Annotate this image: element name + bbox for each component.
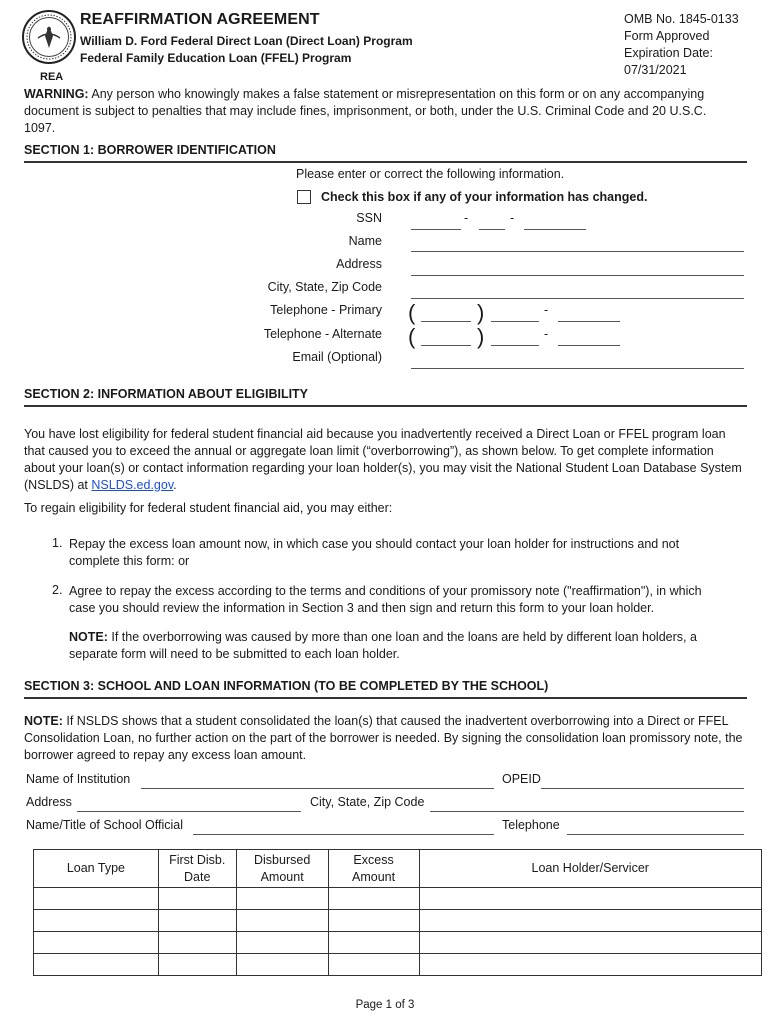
info-changed-checkbox[interactable] — [297, 190, 311, 204]
phone-primary-open-paren: ( — [408, 300, 416, 325]
address-label: Address — [336, 257, 382, 271]
section2-note — [69, 629, 729, 663]
phone-primary-prefix[interactable] — [491, 321, 539, 322]
ssn-field-part1[interactable] — [411, 229, 461, 230]
department-seal-icon — [22, 10, 76, 64]
excess-header-line2: Amount — [352, 869, 396, 884]
school-address-field[interactable] — [77, 811, 301, 812]
ssn-dash2: - — [510, 211, 515, 225]
program-subtitle-direct-loan: William D. Ford Federal Direct Loan (Direct Loan) Program — [80, 34, 413, 48]
table-cell[interactable] — [328, 888, 419, 910]
section2-rule — [24, 405, 747, 407]
section1-heading: SECTION 1: BORROWER IDENTIFICATION — [24, 143, 276, 157]
table-cell[interactable] — [34, 888, 159, 910]
table-cell[interactable] — [328, 910, 419, 932]
section2-note-label: NOTE: — [69, 630, 108, 644]
table-cell[interactable] — [328, 954, 419, 976]
table-row — [34, 888, 762, 910]
phone-alternate-area-code[interactable] — [421, 345, 471, 346]
table-cell[interactable] — [34, 932, 159, 954]
section3-heading: SECTION 3: SCHOOL AND LOAN INFORMATION (TO BE COMPLETED BY THE SCHOOL) — [24, 679, 549, 693]
table-row — [34, 932, 762, 954]
section2-heading: SECTION 2: INFORMATION ABOUT ELIGIBILITY — [24, 387, 309, 401]
section3-note-label: NOTE: — [24, 714, 63, 728]
ssn-field-part2[interactable] — [479, 229, 505, 230]
table-row — [34, 910, 762, 932]
form-title: REAFFIRMATION AGREEMENT — [80, 11, 320, 28]
first-disb-header-line1: First Disb. — [169, 852, 226, 867]
page-number: Page 1 of 3 — [355, 999, 415, 1011]
phone-alternate-label: Telephone - Alternate — [263, 327, 382, 341]
ssn-dash1: - — [464, 211, 469, 225]
loan-table — [33, 849, 762, 976]
phone-alternate-prefix[interactable] — [491, 345, 539, 346]
table-cell[interactable] — [158, 888, 236, 910]
table-cell[interactable] — [158, 932, 236, 954]
table-cell[interactable] — [236, 888, 328, 910]
name-label: Name — [348, 234, 382, 248]
opeid-label: OPEID — [502, 772, 541, 786]
program-subtitle-ffel: Federal Family Education Loan (FFEL) Program — [80, 51, 352, 65]
table-cell[interactable] — [236, 910, 328, 932]
expiration-date: 07/31/2021 — [624, 63, 687, 77]
expiration-label: Expiration Date: — [624, 46, 713, 60]
table-cell[interactable] — [328, 932, 419, 954]
disbursed-amount-header — [236, 850, 328, 888]
section3-rule — [24, 697, 747, 699]
ssn-label: SSN — [356, 211, 382, 225]
phone-primary-label: Telephone - Primary — [270, 303, 382, 317]
excess-amount-header — [328, 850, 419, 888]
email-field[interactable] — [411, 368, 744, 369]
excess-header-line1: Excess — [353, 852, 394, 867]
warning-paragraph — [24, 86, 724, 137]
first-disb-date-header — [158, 850, 236, 888]
loan-holder-header: Loan Holder/Servicer — [419, 850, 762, 888]
table-row — [34, 954, 762, 976]
section1-instruction: Please enter or correct the following information. — [296, 167, 565, 181]
section3-note-text: If NSLDS shows that a student consolidated the loan(s) that caused the inadvertent overborrowing into a Direct or FFEL Consolidation Loan, no further action on the part of the borrower is needed. By signing the consolidation loan promissory note, the borrower agreed to repay any excess loan amount. — [24, 714, 743, 762]
phone-alternate-line-number[interactable] — [558, 345, 620, 346]
table-cell[interactable] — [158, 954, 236, 976]
warning-label: WARNING: — [24, 87, 89, 101]
section1-rule — [24, 161, 747, 163]
loan-table-header-row — [34, 850, 762, 888]
option2-text: Agree to repay the excess according to the terms and conditions of your promissory note ("reaffirmation"), in which case you should review the information in Section 3 and then sign and return this form to your loan holder. — [69, 584, 702, 615]
table-cell[interactable] — [419, 910, 762, 932]
phone-primary-area-code[interactable] — [421, 321, 471, 322]
city-state-zip-field[interactable] — [411, 298, 744, 299]
institution-label: Name of Institution — [26, 772, 131, 786]
city-state-zip-label: City, State, Zip Code — [267, 280, 382, 294]
table-cell[interactable] — [34, 910, 159, 932]
option2-number: 2. — [52, 583, 63, 597]
first-disb-header-line2: Date — [184, 869, 211, 884]
table-cell[interactable] — [236, 954, 328, 976]
eligibility-text: You have lost eligibility for federal student financial aid because you inadvertently received a Direct Loan or FFEL program loan that caused you to exceed the annual or aggregate loan limit (“overborrowing”), as shown below. To get complete information about your loan(s) or contact information regarding your loan holder(s), you may visit the National Student Loan Database System (NSLDS) at — [24, 427, 742, 492]
opeid-field[interactable] — [541, 788, 744, 789]
address-field[interactable] — [411, 275, 744, 276]
phone-primary-dash: - — [544, 303, 549, 317]
official-field[interactable] — [193, 834, 494, 835]
name-field[interactable] — [411, 251, 744, 252]
school-telephone-field[interactable] — [567, 834, 744, 835]
nslds-link[interactable]: NSLDS.ed.gov — [91, 478, 174, 492]
table-cell[interactable] — [419, 932, 762, 954]
section2-note-text: If the overborrowing was caused by more than one loan and the loans are held by different loan holders, a separate form will need to be submitted to each loan holder. — [69, 630, 697, 661]
school-address-label: Address — [26, 795, 72, 809]
table-cell[interactable] — [158, 910, 236, 932]
table-cell[interactable] — [34, 954, 159, 976]
eligibility-text-end: . — [173, 478, 177, 492]
option1-number: 1. — [52, 536, 63, 550]
official-label: Name/Title of School Official — [26, 818, 184, 832]
loan-type-header: Loan Type — [34, 850, 159, 888]
omb-number: OMB No. 1845-0133 — [624, 12, 739, 26]
disbursed-header-line1: Disbursed — [254, 852, 311, 867]
eligibility-paragraph — [24, 426, 744, 494]
form-approved: Form Approved — [624, 29, 710, 43]
warning-text: Any person who knowingly makes a false statement or misrepresentation on this form or on any accompanying document is subject to penalties that may include fines, imprisonment, or both, under the U.S. Criminal Code and 20 U.S.C. 1097. — [24, 87, 707, 135]
school-city-field[interactable] — [430, 811, 744, 812]
ssn-field-part3[interactable] — [524, 229, 586, 230]
regain-eligibility-text: To regain eligibility for federal student financial aid, you may either: — [24, 501, 393, 515]
disbursed-header-line2: Amount — [260, 869, 304, 884]
institution-field[interactable] — [141, 788, 494, 789]
phone-alternate-close-paren: ) — [477, 324, 485, 349]
table-cell[interactable] — [419, 888, 762, 910]
school-city-label: City, State, Zip Code — [310, 795, 425, 809]
phone-primary-close-paren: ) — [477, 300, 485, 325]
table-cell[interactable] — [419, 954, 762, 976]
school-telephone-label: Telephone — [502, 818, 560, 832]
option1-text: Repay the excess loan amount now, in which case you should contact your loan holder for instructions and not complete this form: or — [69, 537, 680, 568]
section3-note — [24, 713, 746, 764]
phone-alternate-dash: - — [544, 327, 549, 341]
phone-alternate-open-paren: ( — [408, 324, 416, 349]
email-label: Email (Optional) — [292, 350, 382, 364]
omb-block — [624, 11, 739, 79]
form-code: REA — [40, 71, 64, 83]
checkbox-label: Check this box if any of your information has changed. — [321, 190, 648, 204]
phone-primary-line-number[interactable] — [558, 321, 620, 322]
table-cell[interactable] — [236, 932, 328, 954]
